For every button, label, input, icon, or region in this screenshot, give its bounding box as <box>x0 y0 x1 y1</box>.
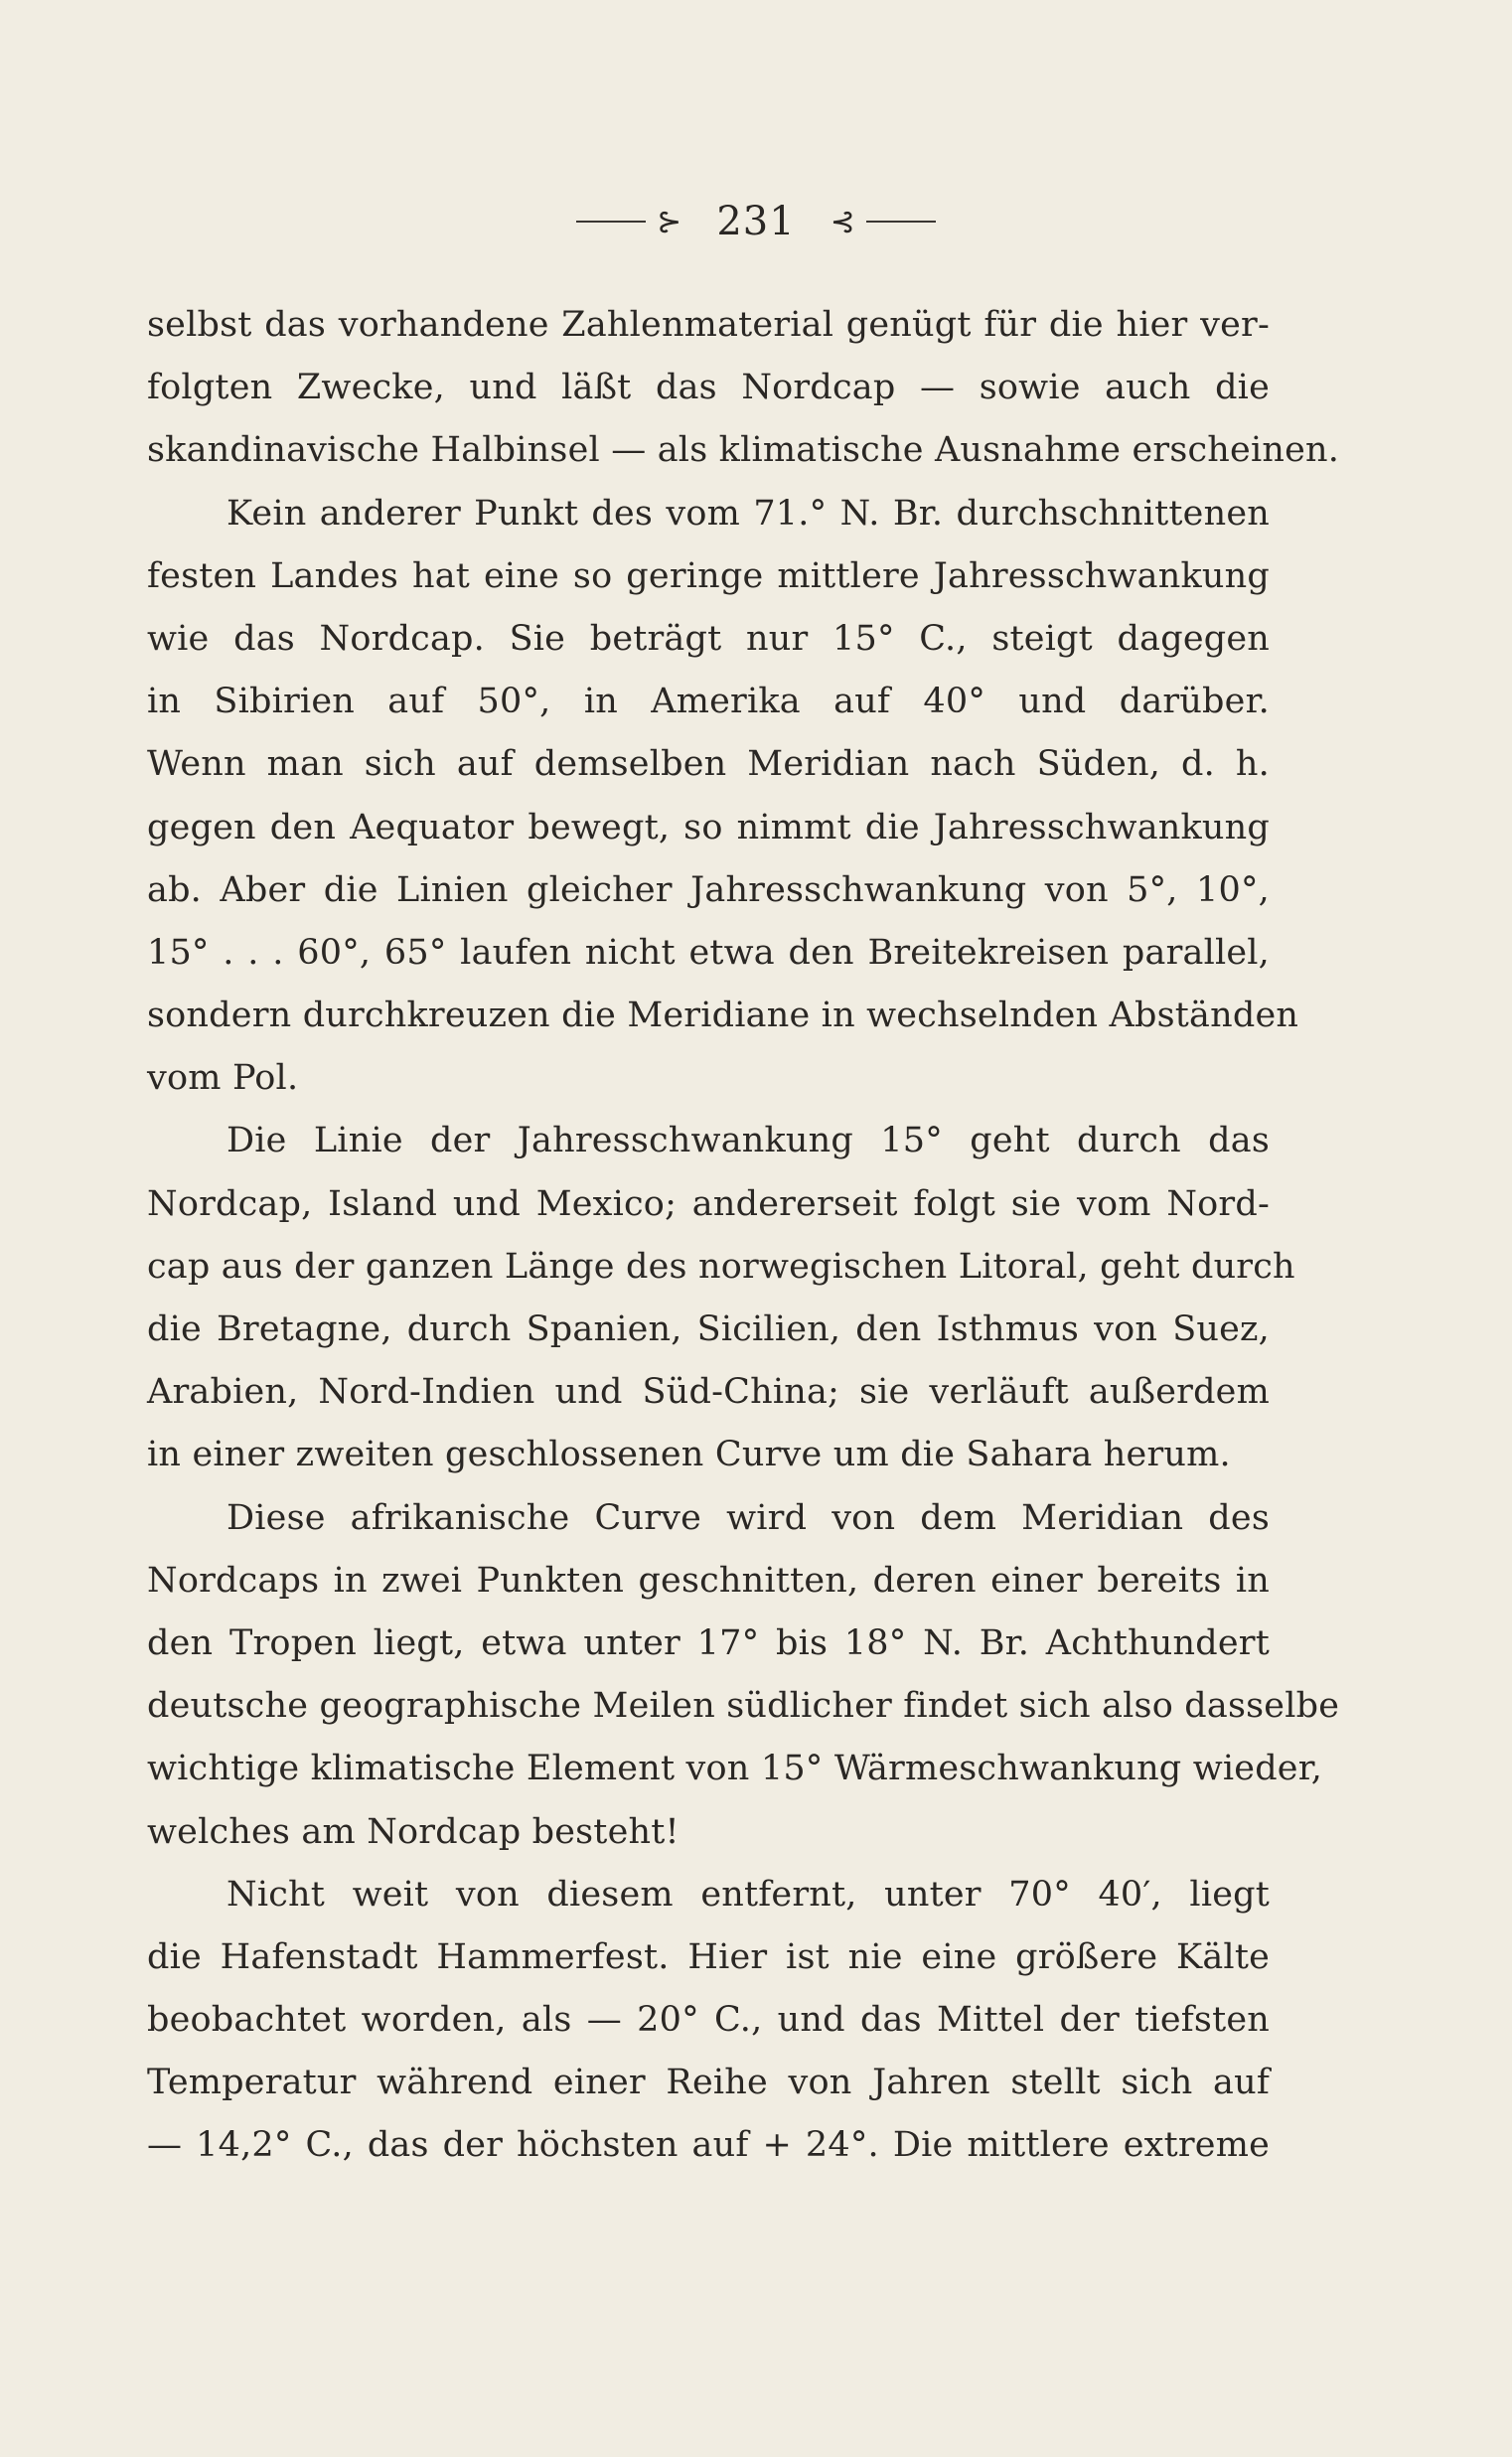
text-line: Arabien, Nord-Indien und Süd-China; sie verläuft außerdem <box>147 1372 1270 1413</box>
text-line: beobachtet worden, als — 20° C., und das Mittel der tiefsten <box>147 2000 1270 2041</box>
text-line: Die Linie der Jahresschwankung 15° geht durch das <box>227 1121 1270 1161</box>
text-line: Wenn man sich auf demselben Meridian nach Süden, d. h. <box>147 744 1270 785</box>
text-line: ab. Aber die Linien gleicher Jahresschwankung von 5°, 10°, <box>147 869 1270 910</box>
header-ornament-right: ⊰ <box>830 204 855 239</box>
text-line: sondern durchkreuzen die Meridiane in wechselnden Abständen <box>147 996 1299 1036</box>
header-ornament-left: ⊱ <box>657 204 682 239</box>
text-line: Diese afrikanische Curve wird von dem Meridian des <box>227 1497 1270 1538</box>
text-line: in einer zweiten geschlossenen Curve um die Sahara herum. <box>147 1435 1231 1475</box>
text-line: gegen den Aequator bewegt, so nimmt die Jahresschwankung <box>147 807 1270 847</box>
text-line: Nordcaps in zwei Punkten geschnitten, deren einer bereits in <box>147 1560 1270 1601</box>
text-line: in Sibirien auf 50°, in Amerika auf 40° und darüber. <box>147 682 1270 722</box>
text-line: wie das Nordcap. Sie beträgt nur 15° C., steigt dagegen <box>147 618 1270 659</box>
text-line: folgten Zwecke, und läßt das Nordcap — sowie auch die <box>147 368 1270 408</box>
text-line: Kein anderer Punkt des vom 71.° N. Br. durchschnittenen <box>227 493 1270 534</box>
text-line: vom Pol. <box>147 1058 299 1099</box>
text-line: festen Landes hat eine so geringe mittlere Jahresschwankung <box>147 555 1270 596</box>
text-line: den Tropen liegt, etwa unter 17° bis 18° N. Br. Achthundert <box>147 1622 1270 1663</box>
text-line: Temperatur während einer Reihe von Jahren stellt sich auf <box>147 2063 1270 2103</box>
header-rule-right <box>866 221 936 223</box>
text-line: — 14,2° C., das der höchsten auf + 24°. Die mittlere extreme <box>147 2125 1270 2166</box>
page-header <box>0 199 1512 258</box>
body-text <box>147 294 1340 2178</box>
text-line: selbst das vorhandene Zahlenmaterial genügt für die hier ver- <box>147 305 1270 345</box>
text-line: die Bretagne, durch Spanien, Sicilien, den Isthmus von Suez, <box>147 1309 1270 1349</box>
text-line: welches am Nordcap besteht! <box>147 1811 680 1852</box>
text-line: Nordcap, Island und Mexico; andererseit folgt sie vom Nord- <box>147 1183 1270 1224</box>
text-line: wichtige klimatische Element von 15° Wärmeschwankung wieder, <box>147 1749 1323 1789</box>
text-line: cap aus der ganzen Länge des norwegischen Litoral, geht durch <box>147 1246 1295 1287</box>
text-line: deutsche geographische Meilen südlicher findet sich also dasselbe <box>147 1686 1340 1727</box>
text-line: die Hafenstadt Hammerfest. Hier ist nie eine größere Kälte <box>147 1936 1270 1977</box>
text-line: 15° . . . 60°, 65° laufen nicht etwa den Breitekreisen parallel, <box>147 932 1270 973</box>
text-line: Nicht weit von diesem entfernt, unter 70° 40′, liegt <box>227 1874 1270 1915</box>
page-number: 231 <box>716 199 796 244</box>
text-line: skandinavische Halbinsel — als klimatische Ausnahme erscheinen. <box>147 430 1340 471</box>
header-rule-left <box>576 221 646 223</box>
